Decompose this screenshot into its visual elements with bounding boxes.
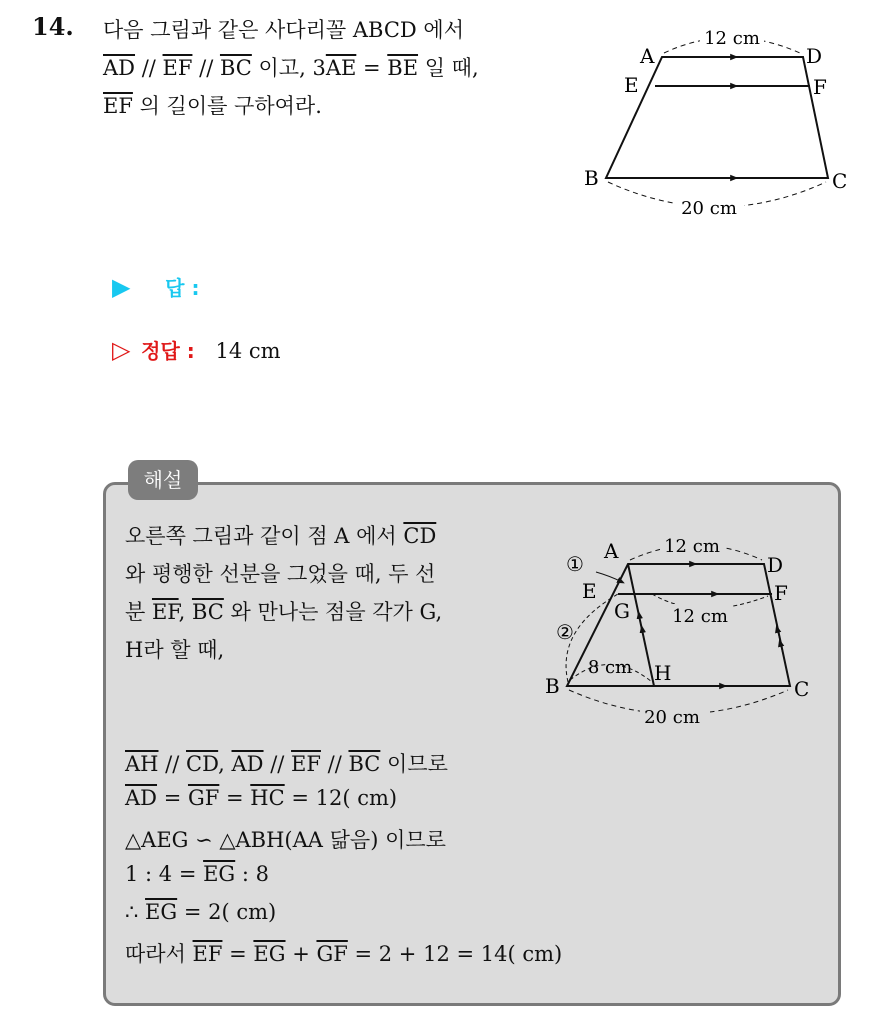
text: = <box>222 942 254 966</box>
text: // <box>192 56 220 80</box>
text: 이고, 3 <box>251 56 326 80</box>
text: 따라서 <box>125 942 193 966</box>
text: 이므로 <box>380 752 448 776</box>
solution-badge: 해설 <box>128 460 198 500</box>
text: , <box>178 600 192 624</box>
text: // <box>135 56 163 80</box>
solution-figure <box>540 530 830 730</box>
segment-ah: $\overline{AH}$ <box>125 752 159 776</box>
solution-intro-line4 <box>125 634 224 664</box>
solution-intro-line3 <box>125 596 442 626</box>
text: 분 <box>125 600 152 624</box>
text: + <box>285 942 317 966</box>
label-f: F <box>774 581 788 605</box>
label-circle-2: ② <box>556 620 574 644</box>
text: 와 만나는 점을 각가 G, <box>223 600 443 624</box>
answer-label: 답 : <box>165 276 200 300</box>
segment-ef: $\overline{EF}$ <box>192 942 223 966</box>
label-a: A <box>640 44 655 68</box>
question-text-line2 <box>103 52 479 82</box>
solution-step5 <box>125 900 276 924</box>
text: 1 : 4 = <box>125 862 204 886</box>
text: // <box>263 752 292 776</box>
text: = <box>356 56 388 80</box>
segment-cd: $\overline{CD}$ <box>186 752 219 776</box>
text: = 2( cm) <box>177 900 277 924</box>
label-b: B <box>545 674 560 698</box>
text: // <box>158 752 186 776</box>
segment-ef: $\overline{EF}$ <box>103 94 133 118</box>
segment-bc: $\overline{BC}$ <box>348 752 381 776</box>
text: 와 평행한 선분을 그었을 때, 두 선 <box>125 562 436 586</box>
text: : 8 <box>235 862 269 886</box>
label-circle-1: ① <box>566 552 584 576</box>
label-mid-length: 12 cm <box>672 606 728 627</box>
solution-intro-line1 <box>125 520 436 550</box>
text: 오른쪽 그림과 같이 점 A 에서 <box>125 524 404 548</box>
correct-marker-icon: ▷ <box>112 336 131 364</box>
label-d: D <box>767 553 784 577</box>
solution-step3: △AEG ∽ △ABH(AA 닮음) 이므로 <box>125 828 446 852</box>
text: // <box>320 752 349 776</box>
segment-ef: $\overline{EF}$ <box>291 752 321 776</box>
text: = <box>219 786 251 810</box>
text: H라 할 때, <box>125 638 225 662</box>
segment-eg: $\overline{EG}$ <box>203 862 236 886</box>
segment-eg: $\overline{EG}$ <box>253 942 286 966</box>
segment-hc: $\overline{HC}$ <box>250 786 285 810</box>
text: 일 때, <box>418 56 479 80</box>
pointer-arrow-ae <box>596 572 622 582</box>
segment-gf: $\overline{GF}$ <box>316 942 348 966</box>
segment-cd: $\overline{CD}$ <box>403 524 437 548</box>
label-bottom-length: 20 cm <box>681 198 737 219</box>
segment-gf: $\overline{GF}$ <box>187 786 220 810</box>
segment-eg: $\overline{EG}$ <box>145 900 178 924</box>
label-bh-length: 8 cm <box>587 657 633 678</box>
segment-ef: $\overline{EF}$ <box>162 56 193 80</box>
correct-answer-value: 14 cm <box>215 339 281 363</box>
trapezoid-figure <box>570 20 870 230</box>
label-g: G <box>614 599 630 623</box>
correct-answer-row <box>112 335 281 364</box>
segment-ef: $\overline{EF}$ <box>151 600 179 624</box>
segment-bc: $\overline{BC}$ <box>191 600 224 624</box>
question-text-line1: 다음 그림과 같은 사다리꼴 ABCD 에서 <box>103 18 464 42</box>
text: = 12( cm) <box>284 786 398 810</box>
text: , <box>218 752 232 776</box>
trapezoid-outline <box>606 57 828 178</box>
segment-ad: $\overline{AD}$ <box>125 786 158 810</box>
segment-ad: $\overline{AD}$ <box>103 56 136 80</box>
segment-ad: $\overline{AD}$ <box>231 752 264 776</box>
question-number: 14. <box>32 12 74 41</box>
label-c: C <box>832 169 848 193</box>
label-top-length: 12 cm <box>704 28 760 49</box>
answer-row <box>112 272 199 301</box>
segment-bc: $\overline{BC}$ <box>219 56 252 80</box>
label-e: E <box>582 579 597 603</box>
label-c: C <box>794 677 810 701</box>
label-f: F <box>813 75 827 99</box>
solution-step2 <box>125 786 397 810</box>
label-a: A <box>604 539 619 563</box>
text: = <box>157 786 188 810</box>
label-e: E <box>624 73 639 97</box>
solution-step1 <box>125 748 448 778</box>
label-h: H <box>654 661 672 685</box>
label-top-length: 12 cm <box>664 536 720 557</box>
segment-ae: $\overline{AE}$ <box>325 56 357 80</box>
text: = 2 + 12 = 14( cm) <box>347 942 563 966</box>
label-b: B <box>584 166 599 190</box>
question-text-line3 <box>103 90 322 120</box>
solution-step6 <box>125 938 562 968</box>
correct-answer-label: 정답 : <box>141 339 195 363</box>
text: 의 길이를 구하여라. <box>132 94 322 118</box>
solution-step4 <box>125 862 269 886</box>
label-bottom-length: 20 cm <box>644 707 700 728</box>
segment-be: $\overline{BE}$ <box>387 56 419 80</box>
label-d: D <box>806 44 823 68</box>
solution-intro-line2 <box>125 558 435 588</box>
answer-marker-icon: ▶ <box>112 273 131 301</box>
text: ∴ <box>125 900 146 924</box>
